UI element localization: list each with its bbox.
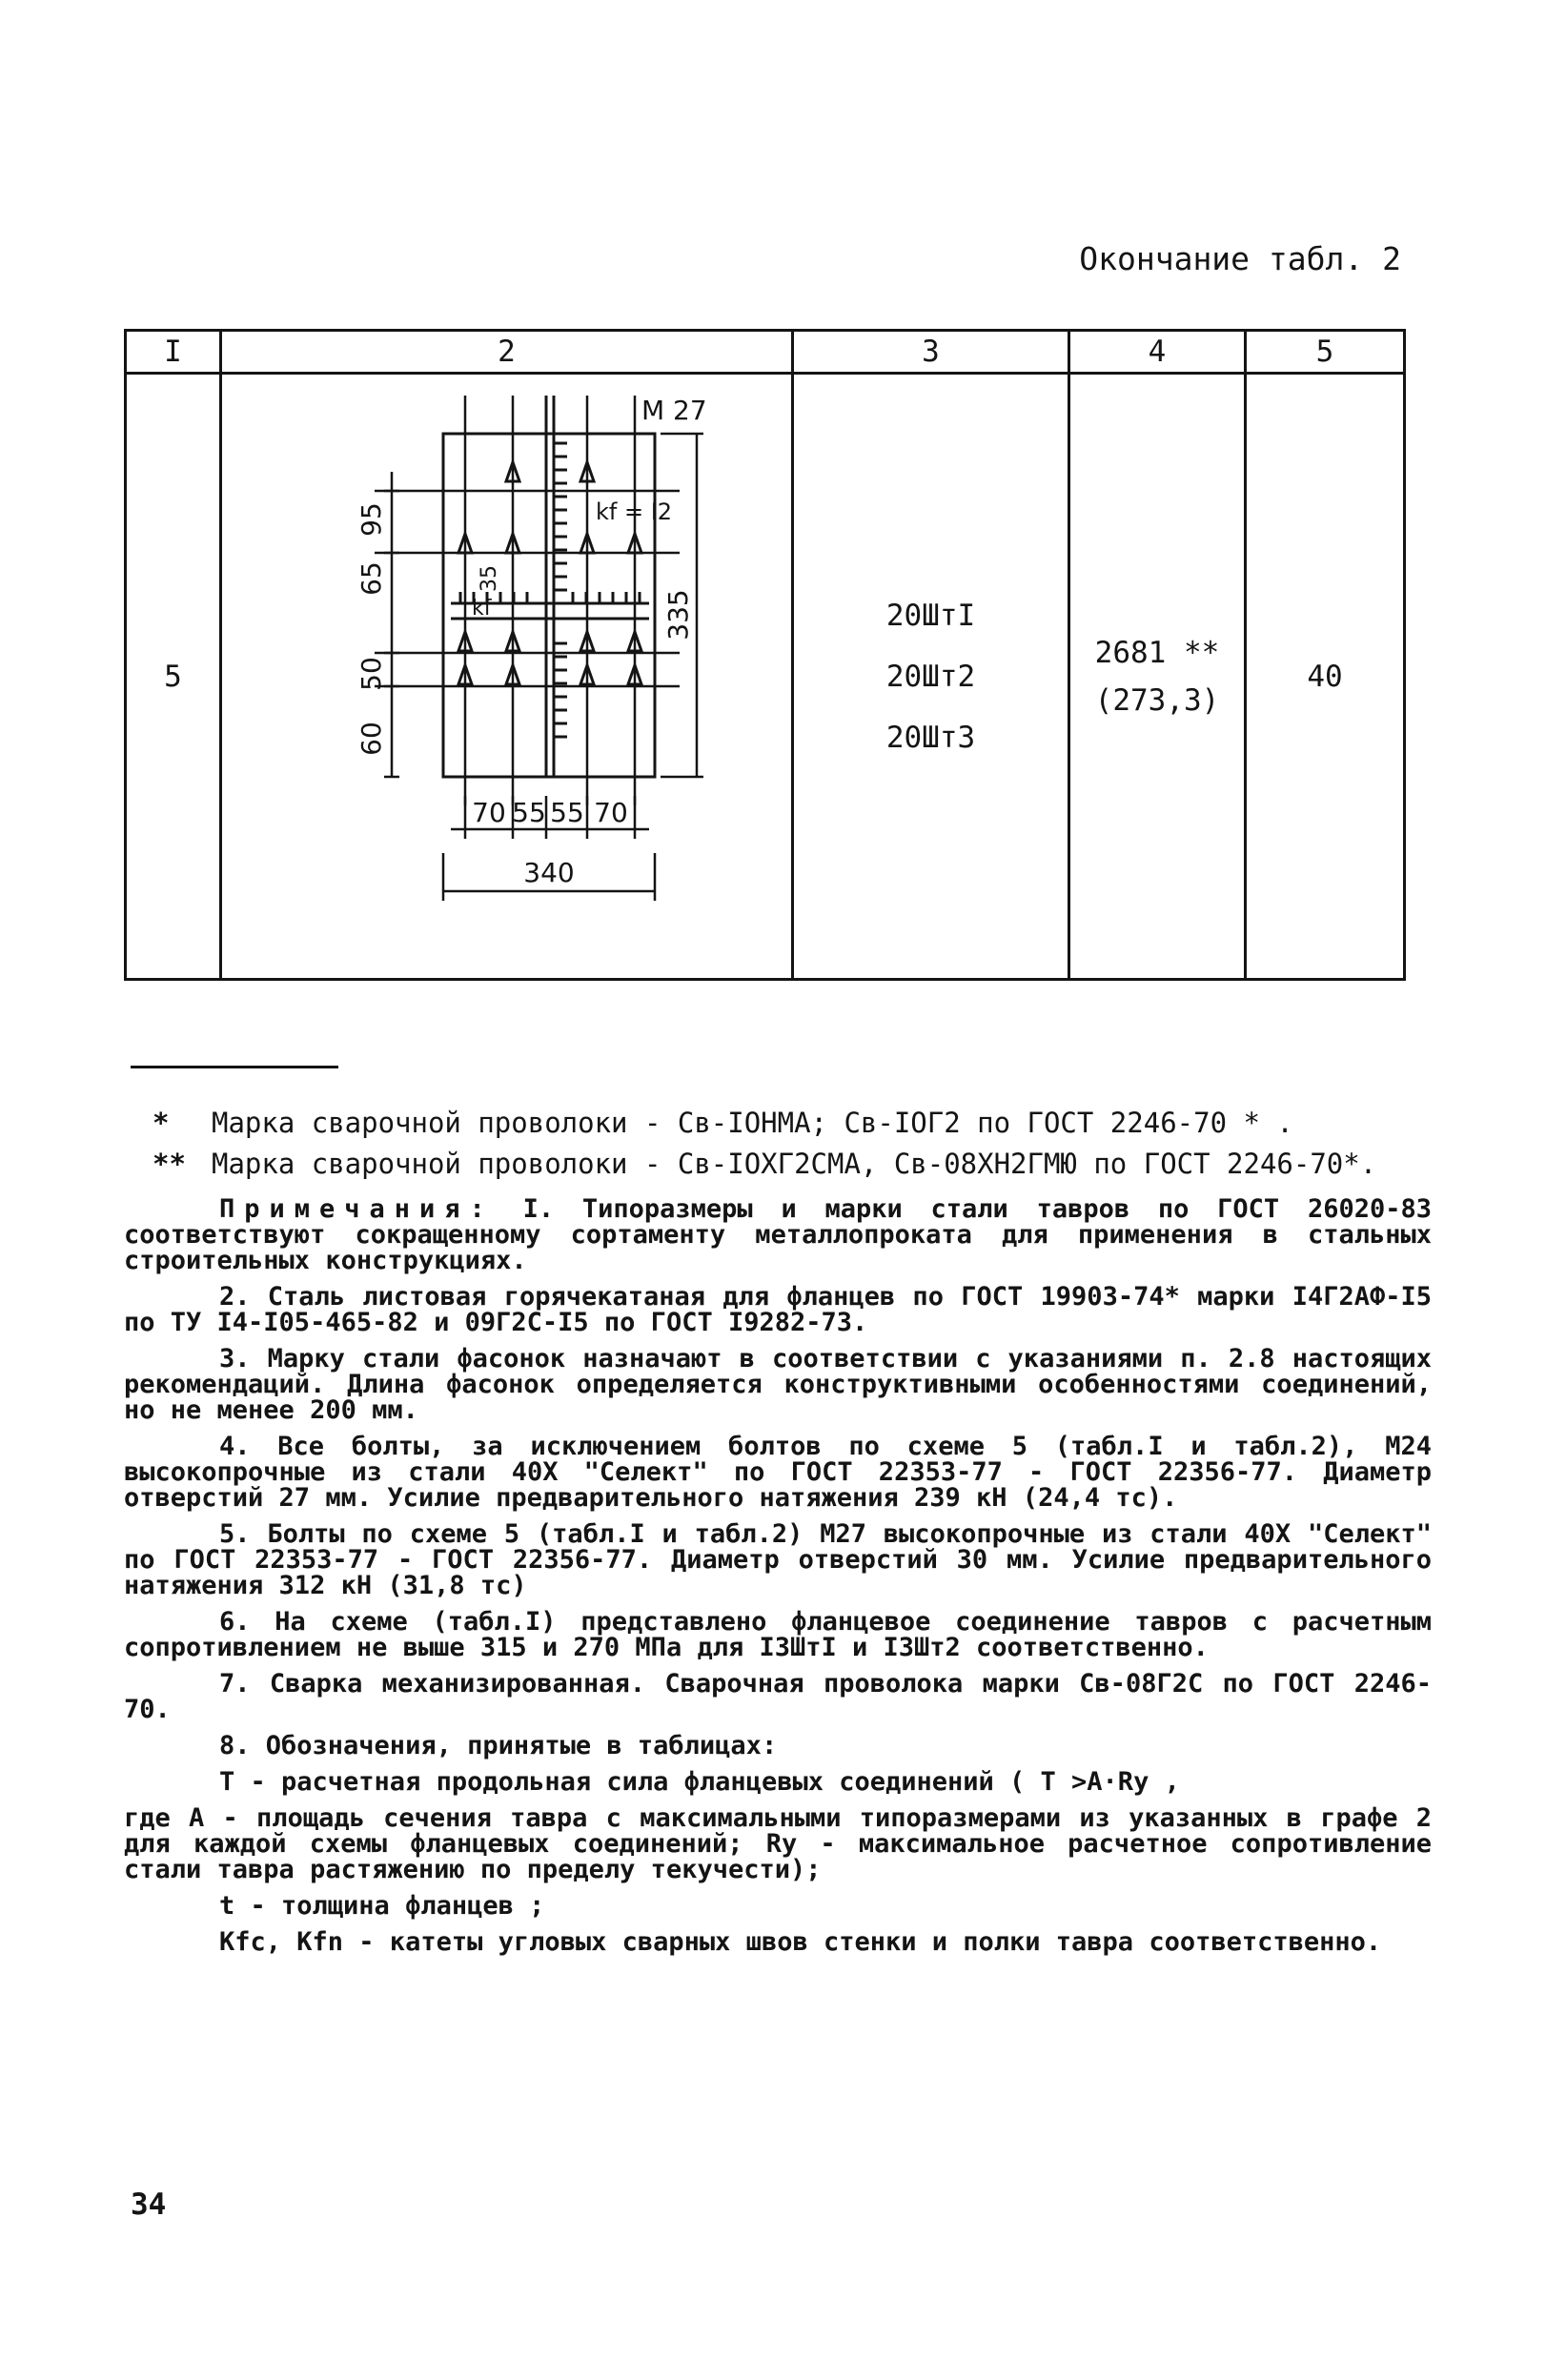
- weld-label-bottom: kf: [472, 596, 492, 620]
- footnote-text: Марка сварочной проволоки - Св-IОНМА; Св-IОГ2 по ГОСТ 2246-70 * .: [212, 1107, 1293, 1139]
- left-dim-3: 50: [356, 656, 387, 691]
- bottom-dim-3: 55: [550, 796, 584, 828]
- inner-dim-label: 35: [478, 564, 501, 592]
- footnote-mark: **: [153, 1148, 186, 1180]
- note-6: 6. На схеме (табл.I) представлено фланцевое соединение тавров с расчетным сопротивлением не выше 315 и 270 МПа для I3ШтI и I3Шт2 соответственно.: [124, 1607, 1432, 1662]
- load-cell: [1069, 374, 1246, 980]
- web-weld-hatching: [554, 443, 567, 737]
- bolt-label: М 27: [641, 394, 707, 426]
- footnote-text: Марка сварочной проволоки - Св-IОХГ2СМА, Св-08ХН2ГМЮ по ГОСТ 2246-70*.: [212, 1148, 1377, 1180]
- notes-heading: Примечания:: [219, 1194, 495, 1224]
- table-row: [126, 374, 1405, 980]
- note-2: 2. Сталь листовая горячекатаная для фланцев по ГОСТ 19903-74* марки I4Г2АФ-I5 по ТУ I4-I05-465-82 и 09Г2С-I5 по ГОСТ I9282-73.: [124, 1282, 1432, 1337]
- footnote-separator: [131, 1066, 338, 1068]
- header-col-4: 4: [1069, 331, 1246, 374]
- row-number: 5: [126, 374, 221, 980]
- note-3: 3. Марку стали фасонок назначают в соответствии с указаниями п. 2.8 настоящих рекомендаций. Длина фасонок определяется конструктивными особенностями соединений, но не менее 200 мм.: [124, 1344, 1432, 1425]
- thickness-cell: 40: [1246, 374, 1405, 980]
- header-col-1: I: [126, 331, 221, 374]
- header-col-3: 3: [793, 331, 1069, 374]
- footnote-mark: *: [153, 1107, 170, 1139]
- note-8: 8. Обозначения, принятые в таблицах:: [219, 1731, 778, 1760]
- width-total-label: 340: [523, 856, 575, 888]
- left-dim-2: 65: [356, 560, 387, 596]
- header-col-2: 2: [221, 331, 793, 374]
- header-col-5: 5: [1246, 331, 1405, 374]
- notes-block: [124, 1196, 1432, 1965]
- bottom-dim-2: 55: [512, 796, 546, 828]
- bottom-dim-1: 70: [472, 796, 506, 828]
- note-1: Примечания: I. Типоразмеры и марки стали тавров по ГОСТ 26020-83 соответствуют сокращенному сортаменту металлопроката для применения в стальных строительных конструкциях.: [124, 1194, 1432, 1275]
- table-caption: Окончание табл. 2: [1079, 240, 1401, 277]
- weld-label: kf = I2: [596, 498, 673, 525]
- schema-cell: [221, 374, 793, 980]
- left-dim-1: 95: [356, 501, 387, 537]
- section-1: 20ШтI: [885, 598, 976, 633]
- section-2: 20Шт2: [885, 659, 976, 694]
- note-def-thickness: t - толщина фланцев ;: [219, 1891, 545, 1921]
- load-value: 2681 **: [1094, 635, 1220, 670]
- page-number: 34: [131, 2187, 167, 2222]
- main-table: [124, 329, 1406, 981]
- table-header-row: [126, 331, 1405, 374]
- bottom-dim-4: 70: [594, 796, 628, 828]
- flange-schema-drawing: [222, 376, 788, 977]
- note-def-k: Kfc, Kfn - катеты угловых сварных швов стенки и полки тавра соответственно.: [219, 1927, 1382, 1957]
- note-4: 4. Все болты, за исключением болтов по схеме 5 (табл.I и табл.2), М24 высокопрочные из стали 40Х "Селект" по ГОСТ 22353-77 - ГОСТ 22356-77. Диаметр отверстий 27 мм. Усилие предварительного натяжения 239 кН (24,4 тс).: [124, 1432, 1432, 1513]
- note-def-a: где A - площадь сечения тавра с максимальными типоразмерами из указанных в графе 2 для каждой схемы фланцевых соединений; Ry - максимальное расчетное сопротивление стали тавра растяжению по пределу текучести);: [124, 1803, 1432, 1884]
- note-def-t: Т - расчетная продольная сила фланцевых соединений ( Т >A·Ry ,: [219, 1767, 1180, 1797]
- left-dim-4: 60: [356, 721, 387, 756]
- height-total-label: 335: [662, 588, 694, 641]
- note-5: 5. Болты по схеме 5 (табл.I и табл.2) М27 высокопрочные из стали 40Х "Селект" по ГОСТ 22353-77 - ГОСТ 22356-77. Диаметр отверстий 30 мм. Усилие предварительного натяжения 312 кН (31,8 тс): [124, 1519, 1432, 1600]
- sections-cell: [793, 374, 1069, 980]
- section-3: 20Шт3: [885, 720, 976, 755]
- load-value-tc: (273,3): [1094, 682, 1220, 718]
- note-7: 7. Сварка механизированная. Сварочная проволока марки Св-08Г2С по ГОСТ 2246-70.: [124, 1669, 1432, 1724]
